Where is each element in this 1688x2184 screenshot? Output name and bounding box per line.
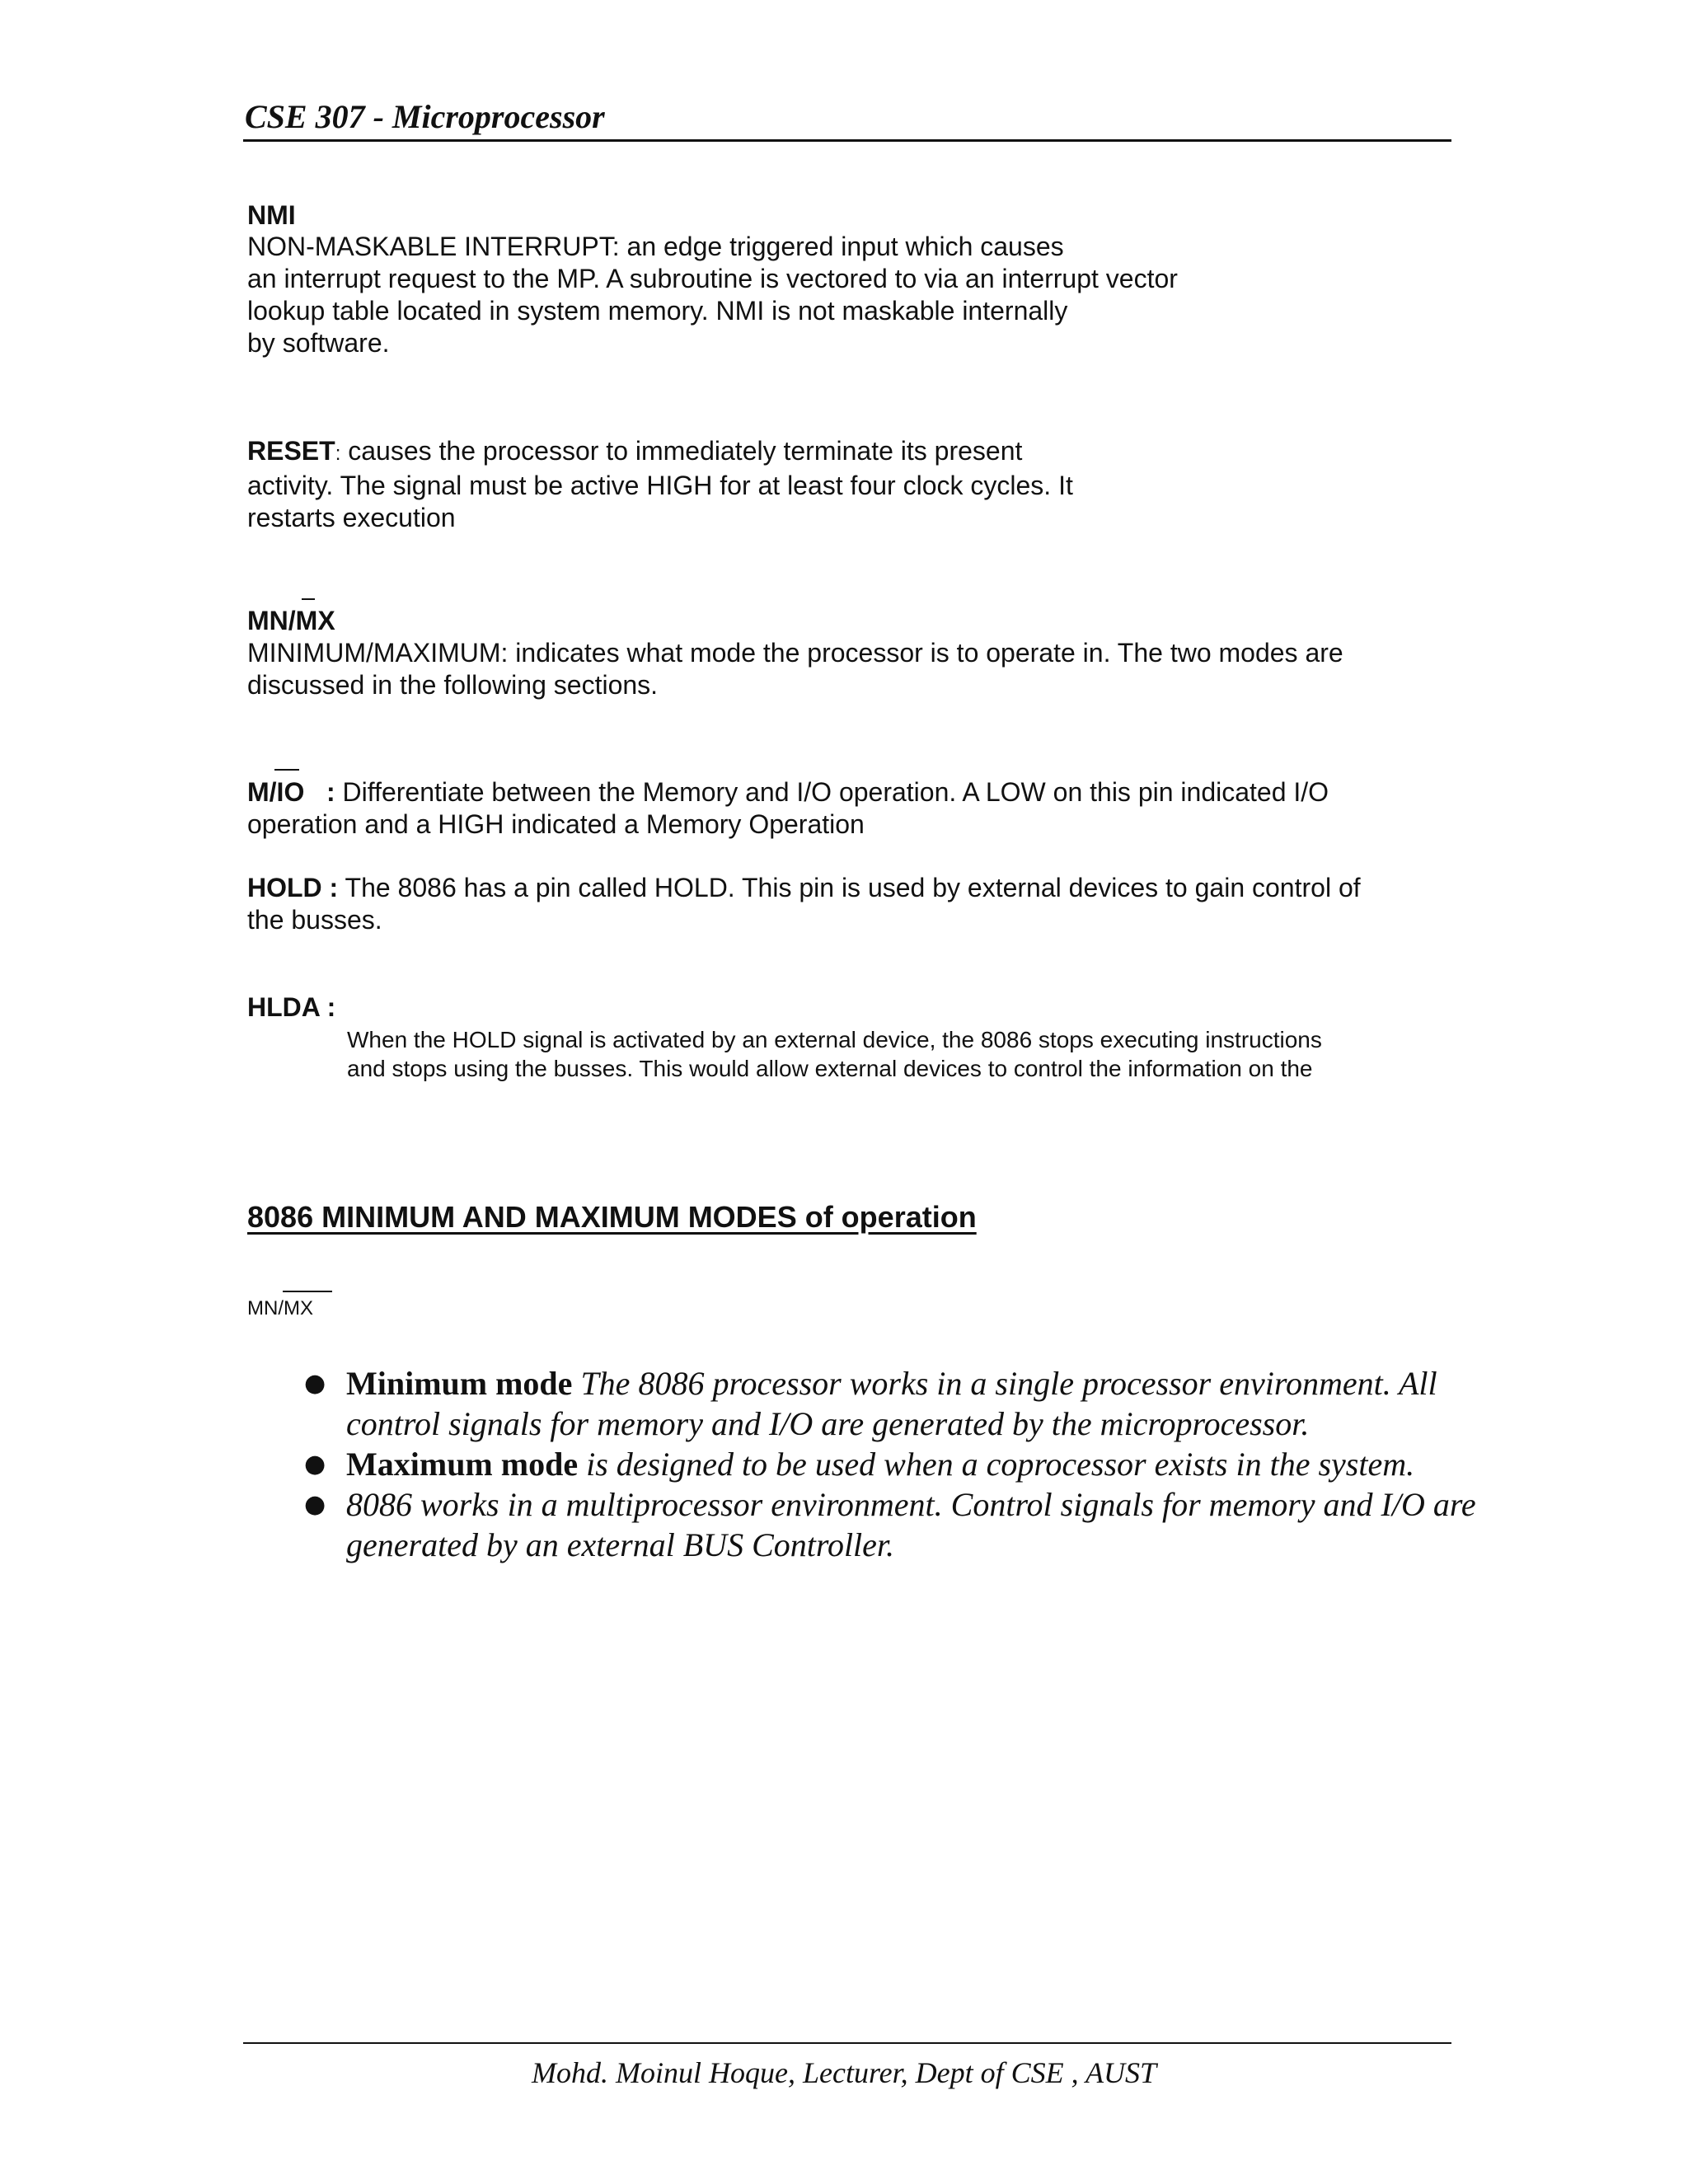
list-item	[304, 1444, 1480, 1484]
nmi-label: NMI	[247, 200, 296, 230]
reset-description: causes the processor to immediately terminate its present activity. The signal must be active HIGH for at least four clock cycles. It restarts execution	[247, 436, 1073, 532]
small-mx-overbar	[283, 1291, 332, 1292]
reset-separator: :	[335, 443, 341, 465]
small-mn-mx-part-b: MX	[284, 1297, 313, 1319]
bullet-icon: ●	[304, 1450, 326, 1479]
bullet-description: The 8086 processor works in a single processor environment. All control signals for memory and I/O are generated by the microprocessor.	[346, 1365, 1437, 1442]
list-item	[304, 1484, 1480, 1565]
mn-mx-label-part-b: MX	[295, 606, 335, 635]
hlda-label: HLDA :	[247, 992, 336, 1022]
m-io-label-part-b: IO	[276, 777, 305, 807]
hold-paragraph	[247, 872, 1434, 936]
hold-label: HOLD :	[247, 873, 339, 902]
hlda-description: When the HOLD signal is activated by an external device, the 8086 stops executing instructions and stops using the busses. This would allow external devices to control the information on the	[347, 1027, 1322, 1081]
small-mn-mx-label	[247, 1297, 313, 1320]
m-io-label-part-a: M/	[247, 777, 277, 807]
bullet-icon: ●	[304, 1369, 326, 1398]
mn-mx-label	[247, 606, 335, 636]
mn-mx-label-part-a: MN/	[247, 606, 296, 635]
io-overbar	[274, 769, 299, 771]
nmi-description: NON-MASKABLE INTERRUPT: an edge triggered input which causes an interrupt request to the MP. A subroutine is vectored to via an interrupt vector lookup table located in system memory. NMI is not maskable internally by software.	[247, 232, 1178, 358]
reset-paragraph	[247, 435, 1418, 534]
hold-description: The 8086 has a pin called HOLD. This pin is used by external devices to gain control of the busses.	[247, 873, 1361, 935]
header-rule	[243, 139, 1451, 142]
section-heading: 8086 MINIMUM AND MAXIMUM MODES of operation	[247, 1200, 977, 1234]
bullet-icon: ●	[304, 1490, 326, 1519]
m-io-description: Differentiate between the Memory and I/O operation. A LOW on this pin indicated I/O operation and a HIGH indicated a Memory Operation	[247, 777, 1329, 839]
footer-rule	[243, 2042, 1451, 2044]
m-io-separator: :	[304, 777, 335, 807]
reset-label: RESET	[247, 436, 335, 466]
page-header-title: CSE 307 - Microprocessor	[245, 98, 605, 135]
small-mn-mx-part-a: MN/	[247, 1297, 284, 1319]
m-io-paragraph	[247, 776, 1434, 841]
list-item	[304, 1363, 1480, 1444]
bullet-description: 8086 works in a multiprocessor environment. Control signals for memory and I/O are generated by an external BUS Controller.	[346, 1486, 1476, 1563]
mn-mx-description: MINIMUM/MAXIMUM: indicates what mode the processor is to operate in. The two modes are discussed in the following sections.	[247, 638, 1343, 700]
page-footer: Mohd. Moinul Hoque, Lecturer, Dept of CSE , AUST	[532, 2056, 1156, 2089]
modes-bullet-list	[304, 1363, 1480, 1565]
bullet-description: is designed to be used when a coprocessor exists in the system.	[578, 1446, 1415, 1483]
bullet-term: Minimum mode	[346, 1365, 573, 1402]
mx-overbar	[302, 598, 315, 600]
bullet-term: Maximum mode	[346, 1446, 579, 1483]
